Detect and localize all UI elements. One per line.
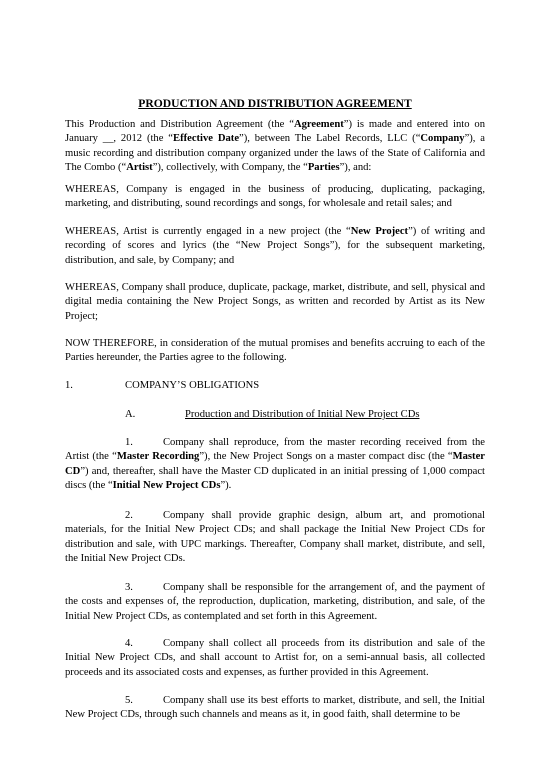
intro-text: This Production and Distribution Agreement (the “ (65, 119, 294, 130)
subsection-heading: Production and Distribution of Initial New Project CDs (185, 409, 420, 420)
clause-4 (65, 637, 485, 680)
clause-number: 3. (125, 582, 133, 593)
defined-term: Master CD (65, 451, 485, 477)
subsection-letter: A. (125, 409, 136, 420)
clause-number: 5. (125, 695, 133, 706)
clause-number: 2. (125, 510, 133, 521)
clause-3 (65, 581, 485, 624)
clause-text: Company shall collect all proceeds from its distribution and sale of the Initial New Project CDs, and shall account to Artist for, on a semi-annual basis, all collected proceeds and its associated costs and expenses, as further provided in this Agreement. (65, 638, 485, 678)
whereas-text: ”) of writing and recording of scores and lyrics (the “New Project Songs”), for the subsequent marketing, distribution, and sale, by Company; and (65, 226, 486, 266)
intro-text: ”), and: (339, 162, 372, 174)
clause-text: Company shall be responsible for the arrangement of, and the payment of the costs and expenses of, the reproduction, duplication, marketing, distribution, and sale, of the Initial New Project CDs, as contemplated and set forth in this Agreement. (65, 582, 485, 622)
clause-text: ”), the New Project Songs on a master compact disc (the “ (199, 451, 453, 463)
defined-term: Parties (307, 162, 340, 174)
clause-text: Company shall provide graphic design, album art, and promotional materials, for the Initial New Project CDs; and shall package the Initial New Project CDs for distribution and sale, with UPC markings. Thereafter, Company shall market, distribute, and sell, the Initial New Project CDs. (65, 510, 485, 565)
whereas-text: WHEREAS, Artist is currently engaged in a new project (the “ (65, 226, 351, 237)
clause-text: ”). (220, 480, 232, 492)
defined-term: Agreement (293, 119, 344, 130)
whereas-paragraph-3: WHEREAS, Company shall produce, duplicate, package, market, distribute, and sell, physical and digital media containing the New Project Songs, as written and recorded by Artist as its New Project; (65, 282, 485, 322)
clause-text: ”) and, thereafter, shall have the Master CD duplicated in an initial pressing of 1,000 compact discs (the “ (65, 465, 485, 492)
clause-number: 1. (125, 437, 133, 448)
defined-term: New Project (350, 226, 409, 237)
defined-term: Initial New Project CDs (112, 480, 221, 492)
now-therefore-paragraph: NOW THEREFORE, in consideration of the mutual promises and benefits accruing to each of the Parties hereunder, the Parties agree to the following. (65, 338, 485, 364)
clause-number: 4. (125, 638, 133, 649)
intro-text: ”) is made and entered into on January __, 2012 (the “ (65, 119, 485, 145)
defined-term: Company (420, 133, 465, 145)
section-heading: COMPANY’S OBLIGATIONS (125, 380, 260, 391)
clause-text: Company shall reproduce, from the master recording received from the Artist (the “ (65, 437, 485, 463)
document-title: PRODUCTION AND DISTRIBUTION AGREEMENT (138, 97, 412, 110)
defined-term: Effective Date (173, 133, 240, 145)
whereas-paragraph-2 (65, 225, 485, 268)
intro-paragraph (65, 118, 485, 176)
intro-text: ”), a music recording and distribution company organized under the laws of the State of California and The Combo (“ (65, 133, 486, 174)
defined-term: Artist (126, 162, 153, 174)
clause-1 (65, 436, 485, 494)
intro-text: ”), between The Label Records, LLC (“ (239, 133, 421, 145)
section-number: 1. (65, 380, 73, 391)
defined-term: Master Recording (116, 451, 200, 463)
intro-text: ”), collectively, with Company, the “ (152, 162, 308, 174)
clause-5 (65, 694, 485, 723)
clause-2 (65, 509, 485, 567)
clause-text: Company shall use its best efforts to market, distribute, and sell, the Initial New Project CDs, through such channels and means as it, in good faith, shall determine to be (65, 695, 485, 721)
whereas-paragraph-1: WHEREAS, Company is engaged in the business of producing, duplicating, packaging, marketing, and distributing, sound recordings and songs, for wholesale and retail sales; and (65, 184, 485, 210)
